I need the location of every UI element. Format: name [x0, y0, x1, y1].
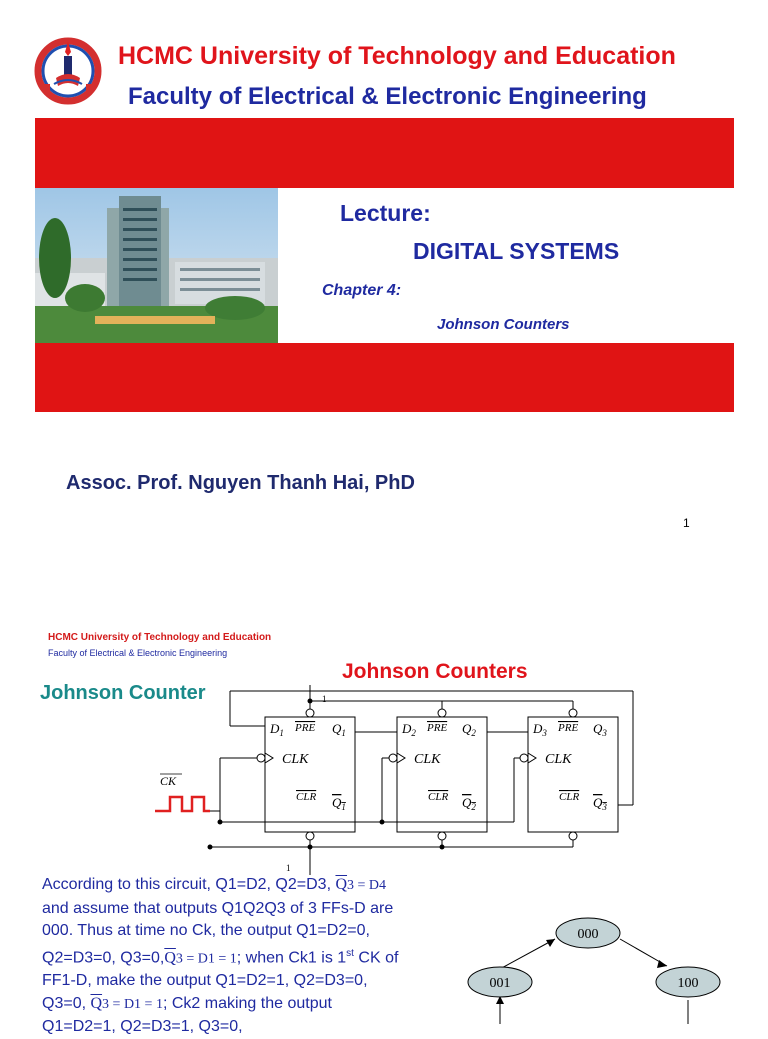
- para-line-1: According to this circuit, Q1=D2, Q2=D3, $\overline{Q}3 = D4$: [42, 876, 387, 893]
- para-line-7: Q1=D2=1, Q2=D3=1, Q3=0,: [42, 1018, 243, 1036]
- para-line-4: Q2=D3=0, $Q3=0,\overline{Q}3 = D1 = 1$; when Ck1 is 1st CK of: [42, 947, 399, 966]
- ff2-clr-label: CLR: [428, 791, 449, 803]
- ff3-q-label: $Q_3$: [593, 721, 607, 738]
- ff3-d-label: $D_3$: [533, 721, 547, 738]
- ff1-d-label: $D_1$: [270, 721, 284, 738]
- chapter-topic: Johnson Counters: [437, 316, 570, 333]
- ff3-pre-label: PRE: [558, 722, 579, 734]
- ff3-qbar-label: $Q_3$: [593, 795, 607, 812]
- university-name-small: HCMC University of Technology and Education: [48, 632, 272, 643]
- university-logo: [34, 34, 102, 106]
- para-line-3: 000. Thus at time no Ck, the output Q1=D2=0,: [42, 922, 370, 939]
- ff1-clr-label: CLR: [296, 791, 317, 803]
- para-line-6: Q3=0, $\overline{Q}3 = D1 = 1$; Ck2 making the output: [42, 994, 332, 1012]
- clear-one-label: 1: [286, 863, 291, 873]
- ff3-clr-label: CLR: [559, 791, 580, 803]
- lecture-label: Lecture:: [340, 200, 431, 226]
- campus-photo: [35, 188, 278, 343]
- bottom-red-band: [35, 343, 734, 412]
- ff1-pre-label: PRE: [295, 722, 316, 734]
- ff1-q-label: $Q_1$: [332, 721, 346, 738]
- ck-label: CK: [160, 774, 177, 788]
- slide-subtitle: Johnson Counter: [40, 682, 206, 704]
- ff2-clk-label: CLK: [414, 752, 441, 767]
- johnson-counter-circuit: [150, 685, 650, 875]
- author-name: Assoc. Prof. Nguyen Thanh Hai, PhD: [66, 472, 415, 494]
- ff1-clk-label: CLK: [282, 752, 309, 767]
- faculty-name: Faculty of Electrical & Electronic Engineering: [128, 83, 647, 110]
- explanation-paragraph: [42, 874, 482, 1039]
- state-node-001: [468, 967, 532, 997]
- svg-text:000: 000: [577, 927, 599, 942]
- clock-waveform: [155, 797, 210, 811]
- para-line-2: and assume that outputs Q1Q2Q3 of 3 FFs-D are: [42, 899, 394, 917]
- course-title: DIGITAL SYSTEMS: [413, 238, 620, 264]
- faculty-name-small: Faculty of Electrical & Electronic Engineering: [48, 648, 228, 658]
- preset-one-label: 1: [322, 694, 327, 704]
- state-diagram: [460, 910, 760, 1024]
- state-node-100: [656, 967, 720, 997]
- ff2-qbar-label: $Q_2$: [462, 795, 476, 812]
- ff1-qbar-label: $Q_1$: [332, 795, 346, 812]
- svg-text:001: 001: [489, 976, 511, 991]
- ff2-q-label: $Q_2$: [462, 721, 476, 738]
- page-number: 1: [683, 516, 690, 530]
- state-node-000: [556, 918, 620, 948]
- ff2-pre-label: PRE: [427, 722, 448, 734]
- chapter-label: Chapter 4:: [322, 282, 402, 299]
- svg-text:100: 100: [677, 976, 699, 991]
- ff2-d-label: $D_2$: [402, 721, 416, 738]
- slide-title: Johnson Counters: [342, 660, 528, 683]
- top-red-band: [35, 118, 734, 188]
- ff3-clk-label: CLK: [545, 752, 572, 767]
- johnson-counter-slide: [0, 580, 768, 1036]
- university-name: HCMC University of Technology and Education: [118, 42, 676, 70]
- para-line-5: FF1-D, make the output Q1=D2=1, Q2=D3=0,: [42, 972, 368, 990]
